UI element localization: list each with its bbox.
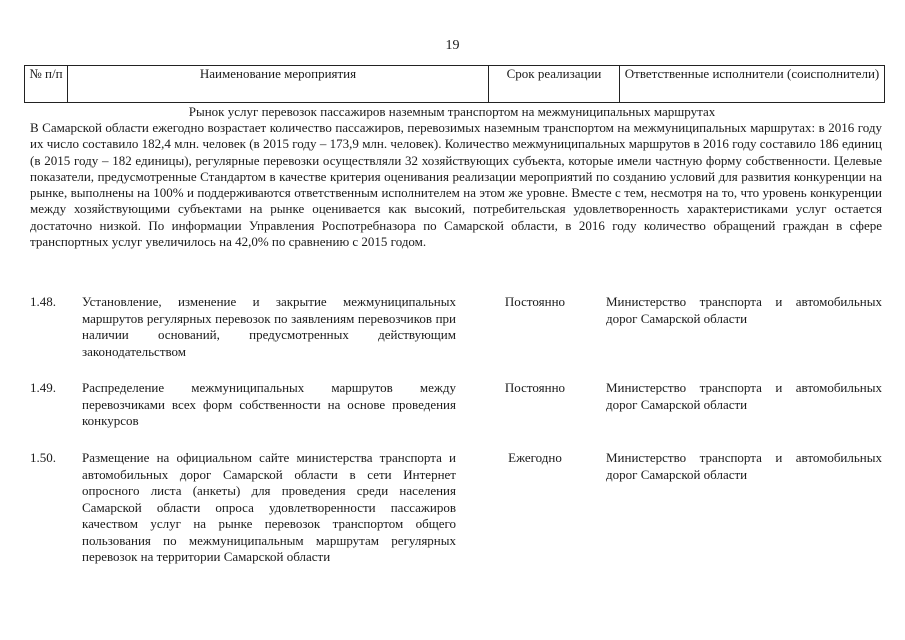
- row-term: Постоянно: [504, 294, 566, 309]
- row-responsible: Министерство транспорта и автомобильных дорог Самарской области: [606, 450, 882, 482]
- row-name: Размещение на официальном сайте министерства транспорта и автомобильных дорог Самарской области в сети Интернет опросного листа (анкеты) для проведения среди населения Самарской области опроса удовлетворенности пассажиров качеством услуг на рынке перевозок транспортом общего пользования по межмуниципальным маршрутам регулярных перевозок на территории Самарской области: [82, 450, 456, 564]
- header-term-label: Срок реализации: [506, 66, 602, 81]
- header-name-cell: [68, 66, 489, 103]
- row-number: 1.48.: [30, 294, 56, 309]
- table-header: [24, 65, 885, 103]
- row-number: 1.50.: [30, 450, 56, 465]
- intro-paragraph: В Самарской области ежегодно возрастает количество пассажиров, перевозимых наземным транспортом на межмуниципальных маршрутах: в 2016 году их число составило 182,4 млн. человек (в 2015 году – 173,9 млн. человек). Количество межмуниципальных маршрутов в 2016 году составило 186 единиц (в 2015 году – 182 единицы), регулярные перевозки осуществляли 32 хозяйствующих субъекта, которые имели частную форму собственности. Целевые показатели, предусмотренные Стандартом в качестве критерия оценивания реализации мероприятий по созданию условий для развития конкуренции на рынке, выполнены на 100% и поддерживаются ответственным исполнителем на этом же уровне. Вместе с тем, несмотря на то, что уровень конкуренции между хозяйствующими субъектами на рынке оценивается как высокий, потребительская удовлетворенность характеристиками услуг остается достаточно низкой. По информации Управления Роспотребназора по Самарской области, в 2016 году количество обращений граждан в сфере транспортных услуг увеличилось на 42,0% по сравнению с 2015 годом.: [30, 120, 882, 249]
- section-title: Рынок услуг перевозок пассажиров наземным транспортом на межмуниципальных маршрутах: [188, 104, 716, 119]
- header-responsible-cell: [620, 66, 885, 103]
- header-name-label: Наименование мероприятия: [199, 66, 357, 81]
- row-term: Постоянно: [504, 380, 566, 395]
- row-name: Распределение межмуниципальных маршрутов между перевозчиками всех форм собственности на основе проведения конкурсов: [82, 380, 456, 428]
- page-number: 19: [445, 38, 460, 53]
- row-responsible: Министерство транспорта и автомобильных дорог Самарской области: [606, 294, 882, 326]
- header-responsible-label: Ответственные исполнители (соисполнители): [624, 66, 880, 81]
- row-responsible: Министерство транспорта и автомобильных дорог Самарской области: [606, 380, 882, 412]
- row-number: 1.49.: [30, 380, 56, 395]
- row-term: Ежегодно: [508, 450, 562, 465]
- row-name: Установление, изменение и закрытие межмуниципальных маршрутов регулярных перевозок по заявлениям перевозчиков при наличии оснований, предусмотренных действующим законодательством: [82, 294, 456, 359]
- header-term-cell: [489, 66, 620, 103]
- header-num-label: № п/п: [29, 66, 63, 81]
- header-num-cell: [25, 66, 68, 103]
